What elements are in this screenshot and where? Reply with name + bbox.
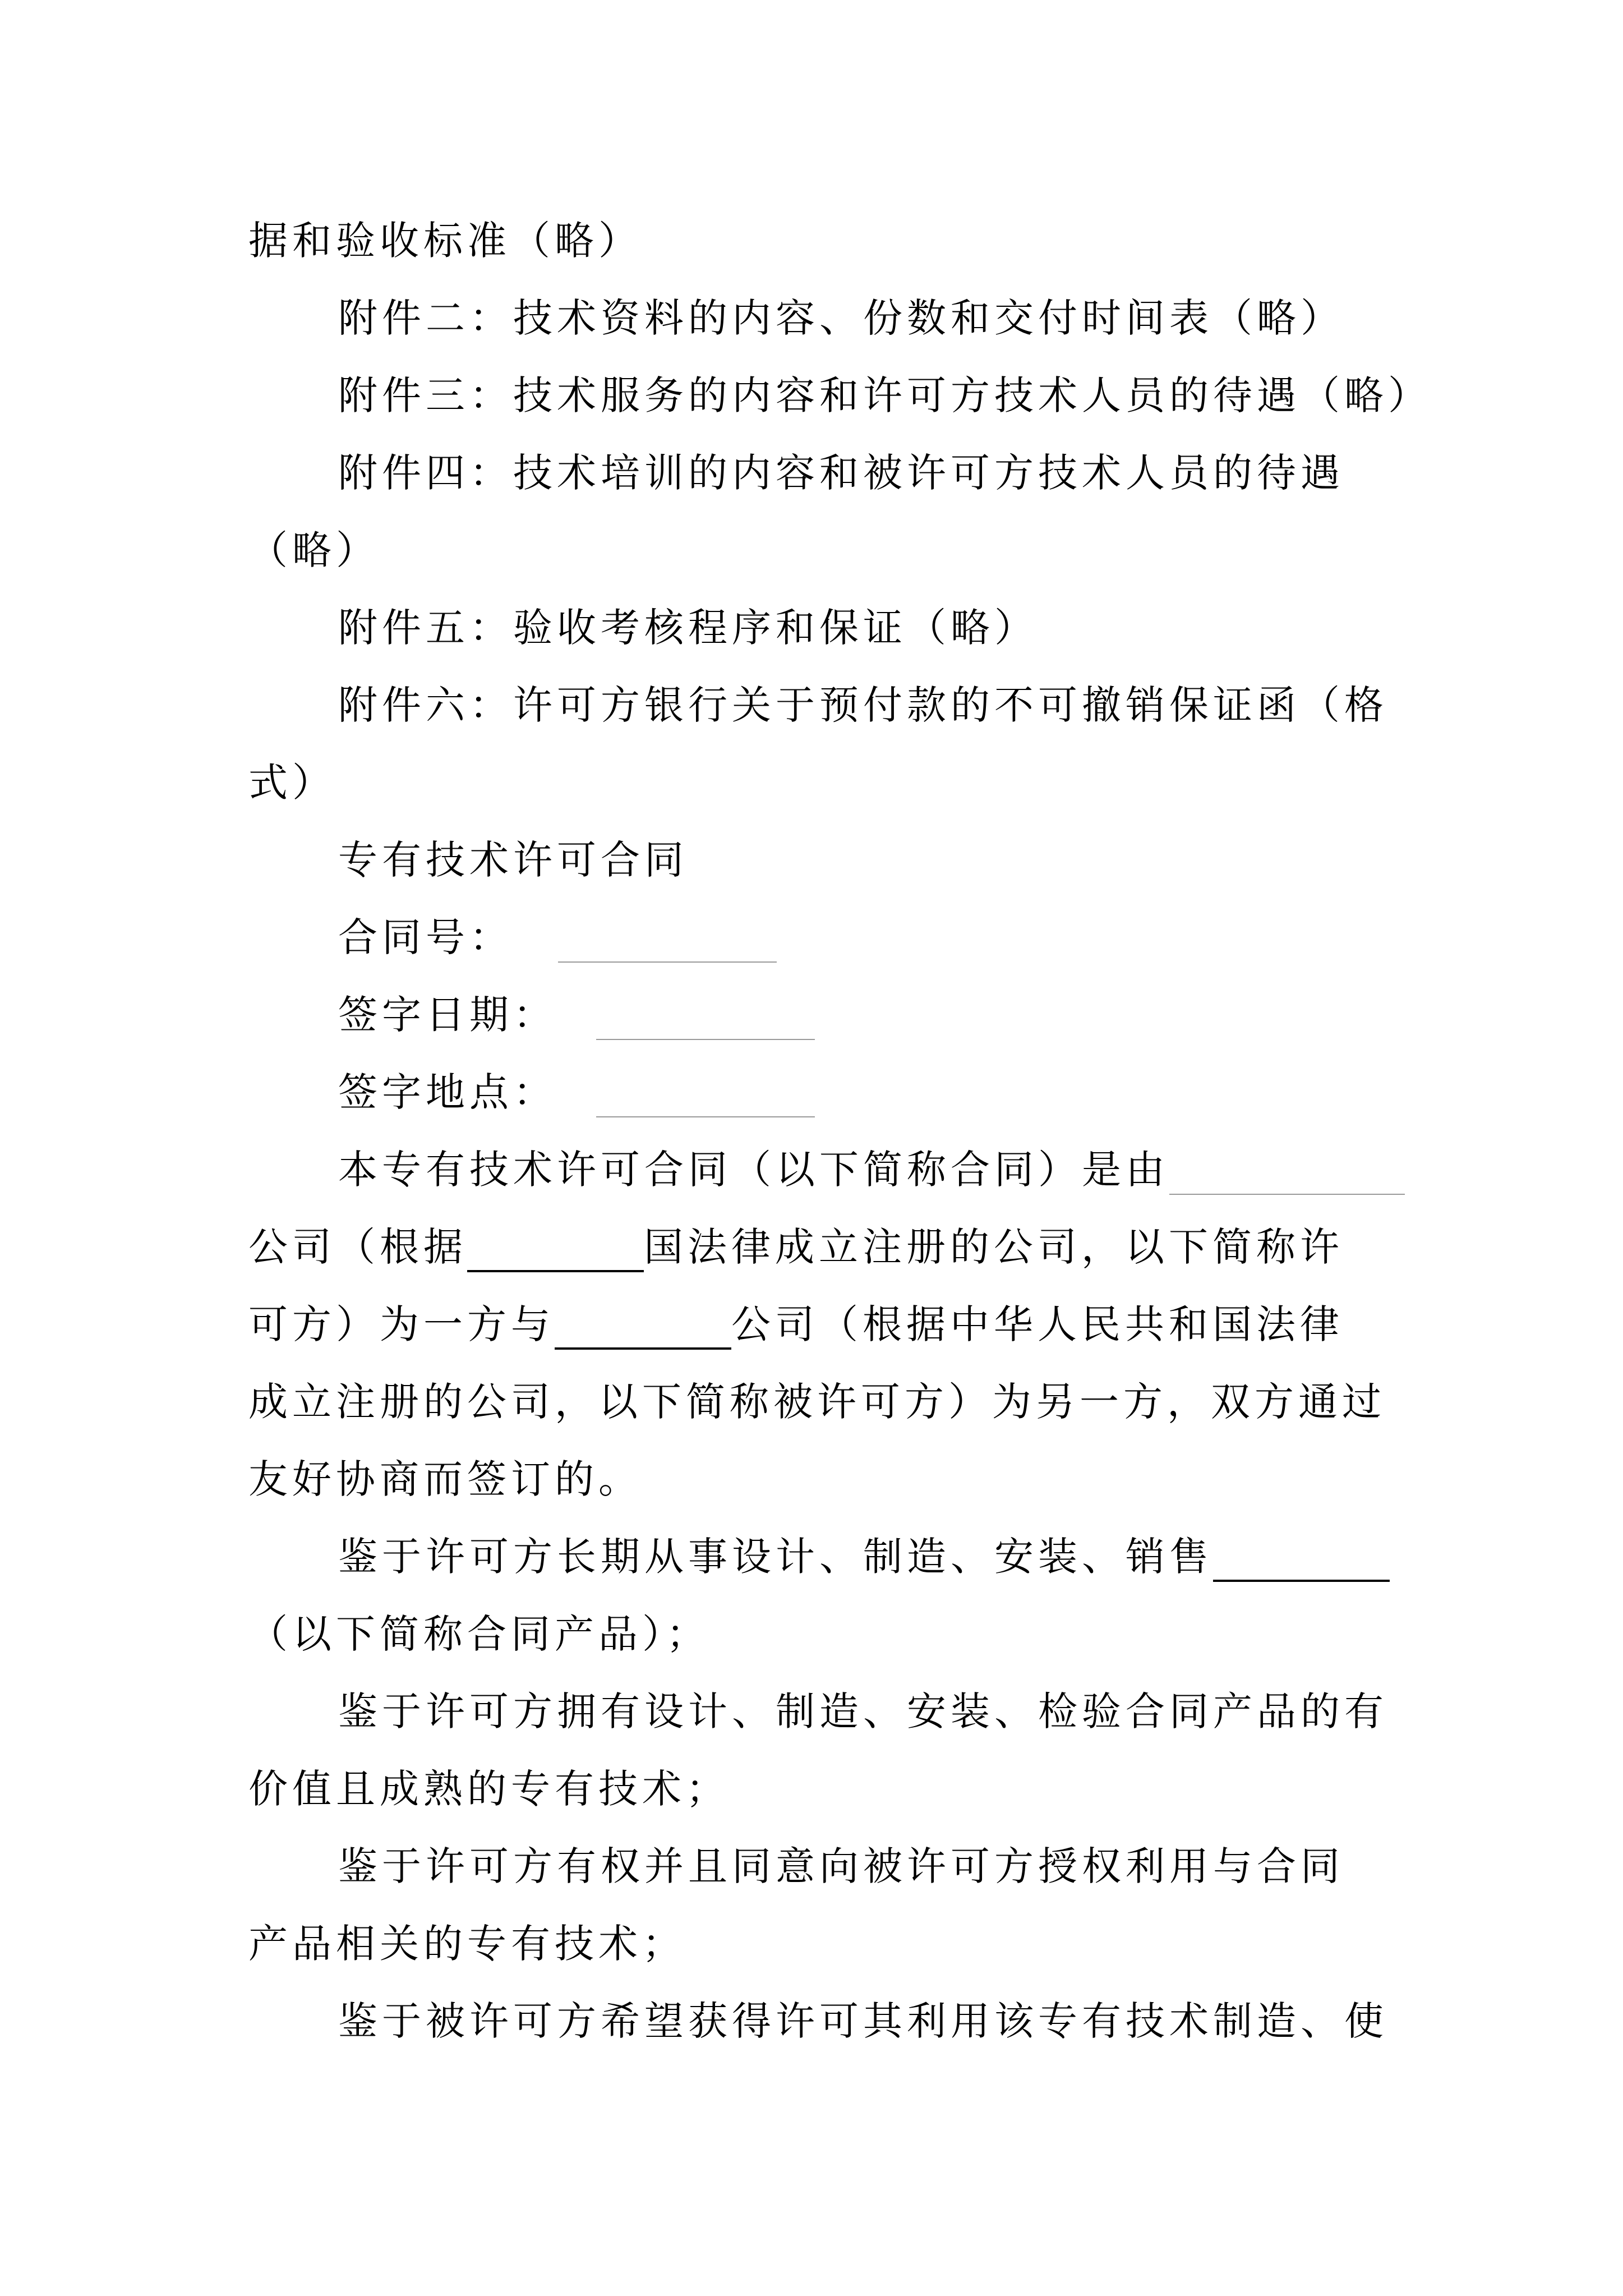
text-line: 据和验收标准（略）	[248, 218, 642, 264]
appendix-4-line: 附件四：技术培训的内容和被许可方技术人员的待遇	[338, 450, 1344, 496]
sign-place-row	[248, 1053, 1381, 1131]
product-blank	[1213, 1568, 1390, 1582]
contract-number-label: 合同号：	[338, 914, 513, 960]
text-fragment: 鉴于许可方长期从事设计、制造、安装、销售	[338, 1534, 1213, 1580]
sign-place-blank	[596, 1105, 815, 1117]
paragraph-1-line-4: 成立注册的公司，以下简称被许可方）为另一方，双方通过	[248, 1379, 1386, 1425]
appendix-5-line: 附件五：验收考核程序和保证（略）	[338, 605, 1038, 651]
document-body	[248, 202, 1432, 2060]
paragraph-1-line-5: 友好协商而签订的。	[248, 1456, 642, 1502]
sign-date-row	[248, 976, 1381, 1053]
contract-number-row	[248, 899, 1381, 976]
sign-date-label: 签字日期：	[338, 992, 557, 1038]
appendix-3-line: 附件三：技术服务的内容和许可方技术人员的待遇（略）	[338, 372, 1432, 418]
text-fragment: 公司（根据	[248, 1224, 467, 1270]
paragraph-2-line-1	[248, 1518, 1381, 1595]
contract-title: 专有技术许可合同	[338, 837, 688, 883]
text-fragment: 可方）为一方与	[248, 1301, 555, 1347]
appendix-4-continuation: （略）	[248, 527, 380, 573]
paragraph-1-line-2	[248, 1208, 1381, 1286]
paragraph-3-line-1: 鉴于许可方拥有设计、制造、安装、检验合同产品的有	[338, 1688, 1388, 1734]
paragraph-4-line-2: 产品相关的专有技术；	[248, 1921, 686, 1967]
paragraph-2-line-2: （以下简称合同产品）；	[248, 1611, 710, 1657]
text-fragment: 国法律成立注册的公司，以下简称许	[644, 1224, 1344, 1270]
text-fragment: 本专有技术许可合同（以下简称合同）是由	[338, 1147, 1169, 1193]
paragraph-4-line-1: 鉴于许可方有权并且同意向被许可方授权利用与合同	[338, 1843, 1344, 1889]
appendix-6-continuation: 式）	[248, 760, 336, 806]
text-fragment: 公司（根据中华人民共和国法律	[731, 1301, 1344, 1347]
paragraph-3-line-2: 价值且成熟的专有技术；	[248, 1766, 730, 1812]
sign-date-blank	[596, 1028, 815, 1040]
paragraph-5-line-1: 鉴于被许可方希望获得许可其利用该专有技术制造、使	[338, 1998, 1388, 2044]
sign-place-label: 签字地点：	[338, 1069, 557, 1115]
paragraph-1-line-1	[248, 1131, 1381, 1208]
licensor-country-blank	[467, 1259, 644, 1272]
licensee-company-blank	[555, 1336, 731, 1350]
paragraph-1-line-3	[248, 1286, 1381, 1363]
appendix-2-line: 附件二：技术资料的内容、份数和交付时间表（略）	[338, 295, 1344, 341]
appendix-6-line: 附件六：许可方银行关于预付款的不可撤销保证函（格	[338, 682, 1388, 728]
licensor-company-blank	[1169, 1182, 1405, 1195]
contract-number-blank	[558, 950, 777, 963]
